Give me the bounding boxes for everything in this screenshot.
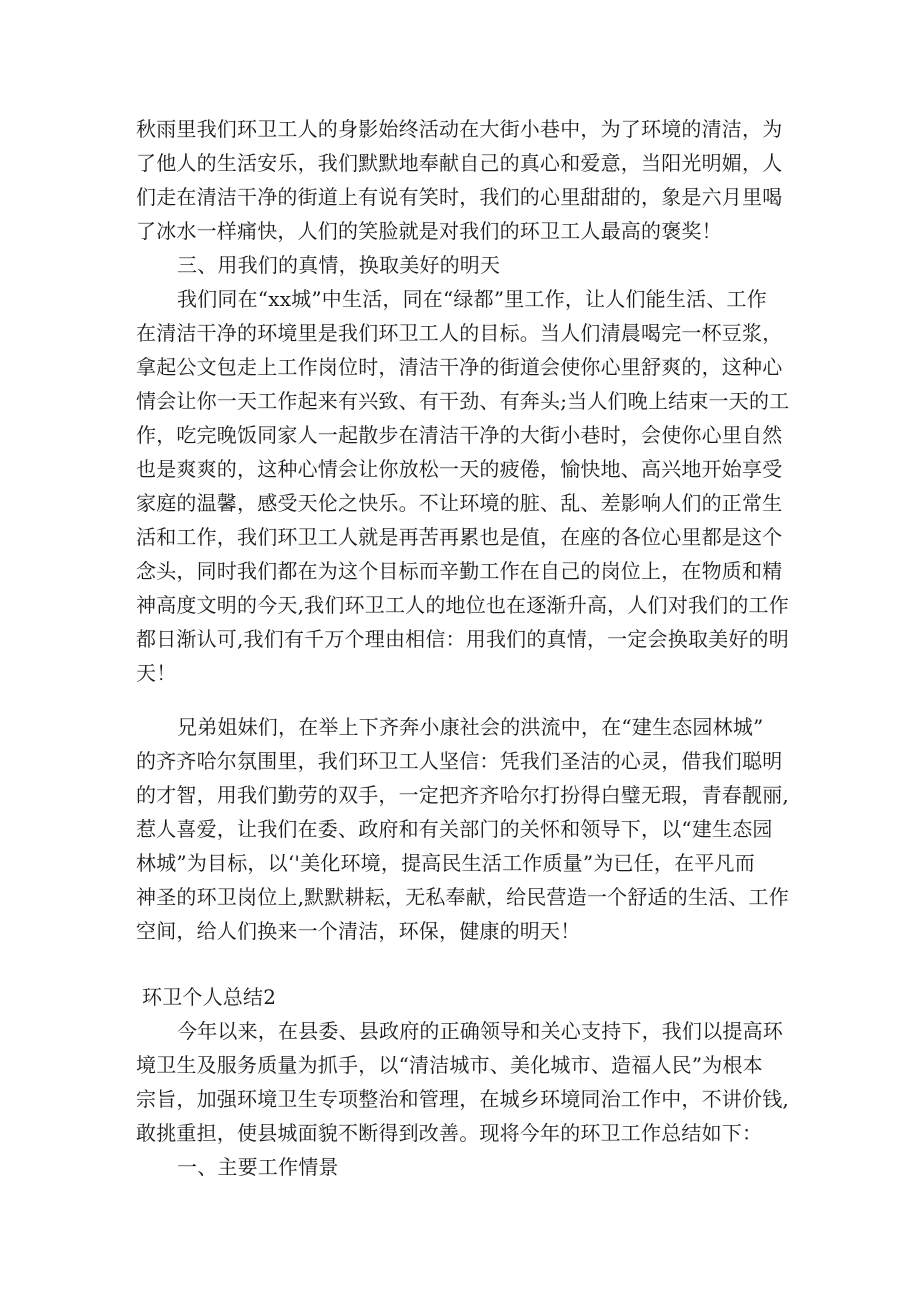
text-line: 空间，给人们换来一个清洁，环保，健康的明天！: [136, 919, 581, 943]
text-line: 活和工作，我们环卫工人就是再苦再累也是值，在座的各位心里都是这个: [136, 525, 783, 549]
text-line: 拿起公文包走上工作岗位时，清洁干净的街道会使你心里舒爽的，这种心: [136, 355, 783, 379]
text-line: 作，吃完晚饭同家人一起散步在清洁干净的大街小巷时，会使你心里自然: [136, 423, 783, 447]
text-line: 林城”为目标，以‘'美化环境，提高民生活工作质量”为已任，在平凡而: [136, 851, 755, 875]
text-line: 神高度文明的今天,我们环卫工人的地位也在逐渐升高，人们对我们的工作: [136, 593, 789, 617]
text-line: 境卫生及服务质量为抓手，以“清洁城市、美化城市、造福人民”为根本: [136, 1053, 763, 1077]
text-line: 兄弟姐妹们，在举上下齐奔小康社会的洪流中，在“建生态园林城”: [177, 715, 764, 739]
text-line: 今年以来，在县委、县政府的正确领导和关心支持下，我们以提高环: [177, 1019, 783, 1043]
subheading-true-feelings: 三、用我们的真情，换取美好的明天: [177, 253, 501, 277]
text-line: 神圣的环卫岗位上,默默耕耘，无私奉献，给民营造一个舒适的生活、工作: [136, 885, 789, 909]
paragraph-autumn-rain: [136, 112, 792, 248]
document-page: [136, 112, 792, 1184]
text-line: 了冰水一样痛快，人们的笑脸就是对我们的环卫工人最高的褒奖！: [136, 219, 722, 243]
text-line: 家庭的温馨，感受天伦之快乐。不让环境的脏、乱、差影响人们的正常生: [136, 491, 783, 515]
text-line: 在清洁干净的环境里是我们环卫工人的目标。当人们清晨喝完一杯豆浆，: [136, 321, 783, 345]
text-line: 我们同在“xx城”中生活，同在“绿都”里工作，让人们能生活、工作: [177, 287, 767, 311]
text-line: 的才智，用我们勤劳的双手，一定把齐齐哈尔打扮得白璧无瑕，青春靓丽,: [136, 783, 789, 807]
text-line: 也是爽爽的，这种心情会让你放松一天的疲倦，愉快地、高兴地开始享受: [136, 457, 783, 481]
subheading-main-work: 一、主要工作情景: [177, 1155, 339, 1179]
text-line: 们走在清洁干净的街道上有说有笑时，我们的心里甜甜的，象是六月里喝: [136, 185, 783, 209]
text-line: 念头，同时我们都在为这个目标而辛勤工作在自己的岗位上，在物质和精: [136, 559, 783, 583]
text-line: 的齐齐哈尔氛围里，我们环卫工人坚信：凭我们圣洁的心灵，借我们聪明: [136, 749, 783, 773]
text-line: 天！: [136, 661, 177, 685]
text-line: 秋雨里我们环卫工人的身影始终活动在大街小巷中，为了环境的清洁，为: [136, 117, 783, 141]
text-line: 敢挑重担，使县城面貌不断得到改善。现将今年的环卫工作总结如下：: [136, 1121, 763, 1145]
text-line: 惹人喜爱，让我们在委、政府和有关部门的关怀和领导下，以“建生态园: [136, 817, 773, 841]
text-line: 都日渐认可,我们有千万个理由相信：用我们的真情，一定会换取美好的明: [136, 627, 789, 651]
paragraph-this-year: [136, 1014, 792, 1150]
paragraph-brothers-sisters: [136, 710, 792, 948]
text-line: 情会让你一天工作起来有兴致、有干劲、有奔头;当人们晚上结束一天的工: [136, 389, 790, 413]
text-line: 宗旨，加强环境卫生专项整治和管理，在城乡环境同治工作中，不讲价钱,: [136, 1087, 789, 1111]
text-line: 了他人的生活安乐，我们默默地奉献自己的真心和爱意，当阳光明媚，人: [136, 151, 783, 175]
section-title-summary-2: 环卫个人总结2: [142, 985, 277, 1009]
paragraph-green-city: [136, 282, 792, 690]
